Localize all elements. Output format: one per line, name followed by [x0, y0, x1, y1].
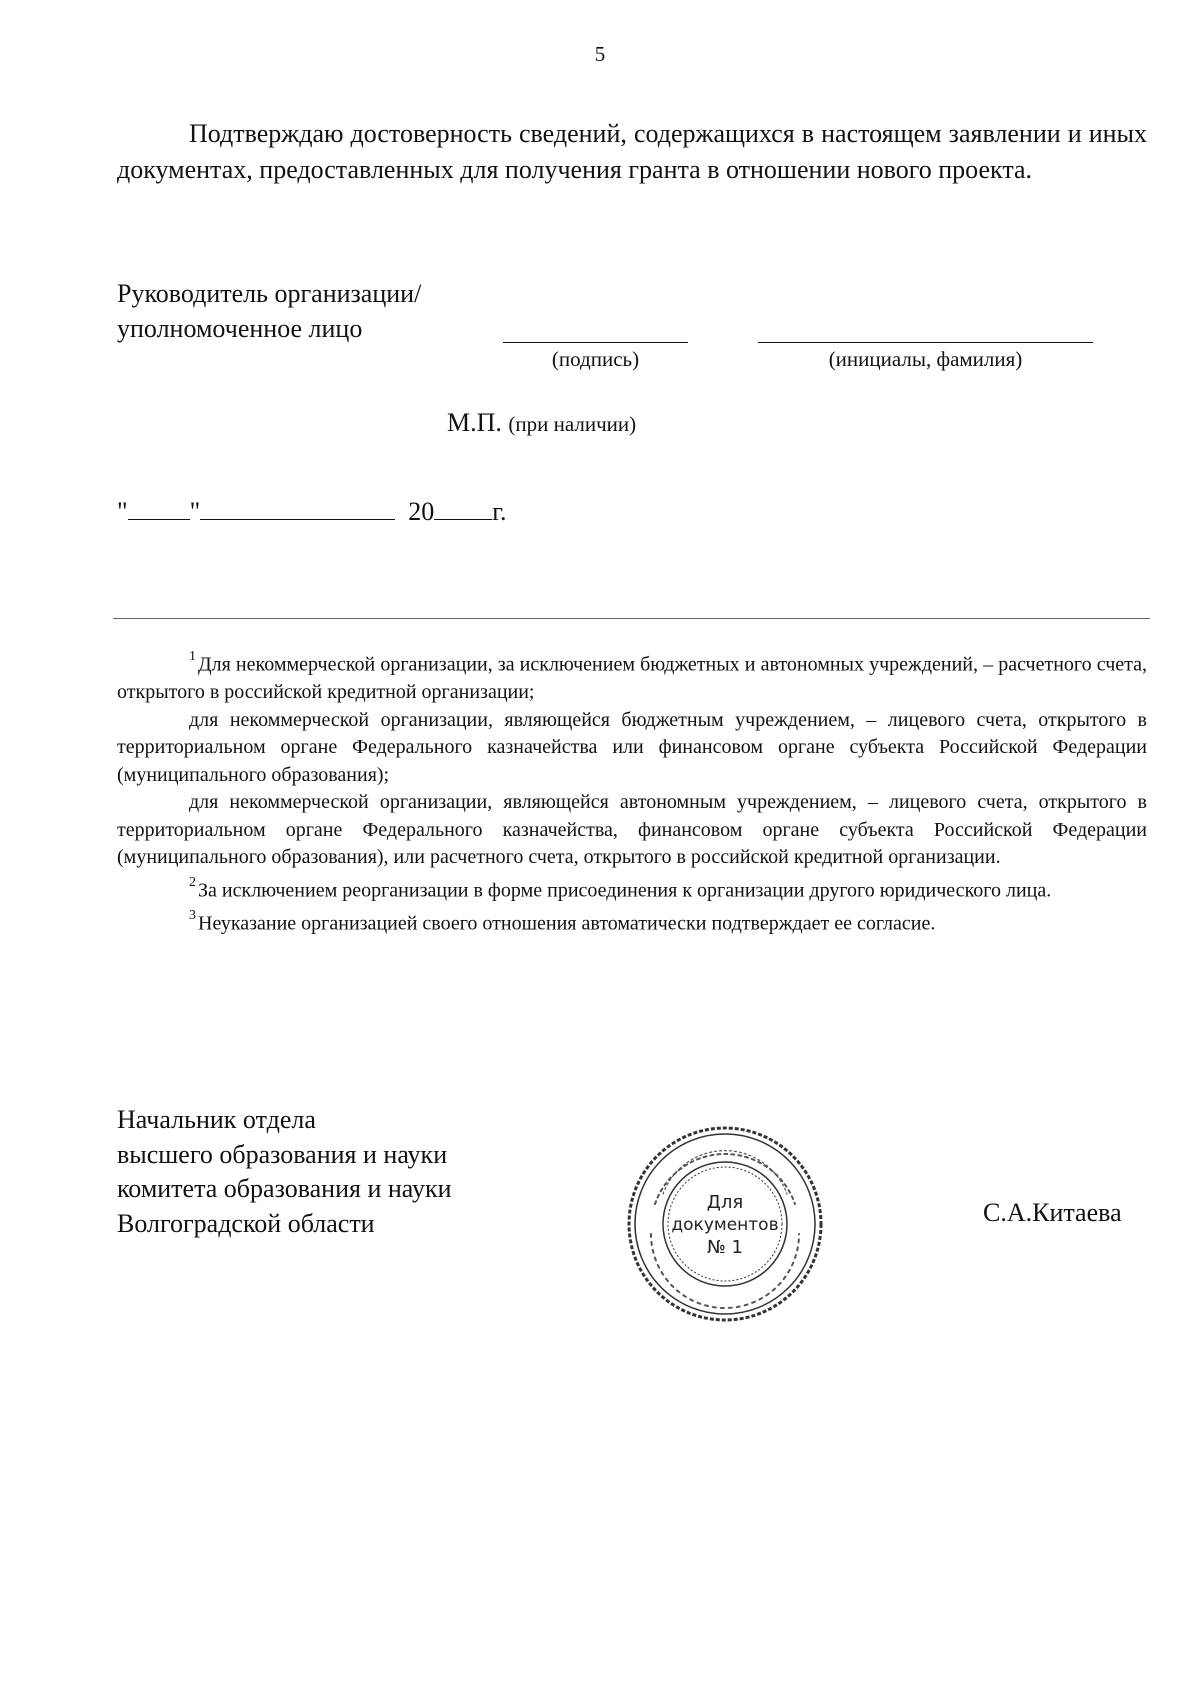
chief-title-line1: Начальник отдела — [117, 1105, 316, 1134]
seal-center-line1: Для — [706, 1192, 744, 1213]
footnote-text: для некоммерческой организации, являющейся бюджетным учреждением, – лицевого счета, открытого в территориальном органе Федерального казначейства или финансовом органе субъекта Российской Федерации (муниципального образования); — [117, 708, 1147, 786]
footnote-2 — [117, 872, 1147, 905]
footnote-1-continuation-b — [117, 789, 1147, 872]
day-blank — [128, 497, 190, 520]
page-number: 5 — [594, 42, 606, 66]
footnote-text: За исключением реорганизации в форме присоединения к организации другого юридического лица. — [198, 879, 1052, 902]
footnote-3 — [117, 905, 1147, 938]
footnote-text: Неуказание организацией своего отношения автоматически подтверждает ее согласие. — [198, 912, 936, 935]
footnote-1-continuation-a — [117, 707, 1147, 790]
name-caption: (инициалы, фамилия) — [828, 347, 1023, 371]
stamp-place-note: (при наличии) — [508, 412, 637, 436]
signature-caption: (подпись) — [551, 347, 640, 371]
chief-title-line4: Волгоградской области — [117, 1208, 375, 1238]
footnotes — [117, 646, 1147, 938]
date-quote-open: " — [117, 497, 128, 526]
year-blank — [434, 497, 492, 520]
footnote-1 — [117, 646, 1147, 707]
seal-center-line2: документов — [671, 1215, 779, 1235]
signatory-title — [117, 276, 421, 346]
date-quote-close: " — [189, 497, 201, 526]
confirmation-paragraph: Подтверждаю достоверность сведений, содержащихся в настоящем заявлении и иных документах, предоставленных для получения гранта в отношении нового проекта. — [117, 119, 1147, 184]
signatory-title-line2: уполномоченное лицо — [117, 314, 363, 343]
footnote-marker: 3 — [189, 907, 196, 923]
stamp-place-label: М.П. — [447, 408, 502, 437]
chief-title — [117, 1103, 452, 1241]
footnote-marker: 1 — [189, 649, 196, 664]
footnote-text: для некоммерческой организации, являющейся автономным учреждением, – лицевого счета, открытого в территориальном органе Федерального казначейства, финансовом органе субъекта Российской Федерации (муниципального образования), или расчетного счета, открытого в российской кредитной организации. — [117, 791, 1147, 869]
year-suffix: г. — [492, 497, 507, 526]
year-prefix: 20 — [408, 497, 435, 526]
signature-line — [503, 342, 688, 343]
footnote-divider — [113, 618, 1150, 619]
date-field — [117, 497, 506, 527]
seal-center-line3: № 1 — [707, 1237, 743, 1258]
footnote-marker: 2 — [189, 874, 196, 890]
month-blank — [200, 497, 395, 520]
chief-name: С.А.Китаева — [983, 1198, 1122, 1227]
chief-title-line3: комитета образования и науки — [117, 1174, 452, 1203]
footnote-text: Для некоммерческой организации, за исключением бюджетных и автономных учреждений, – расчетного счета, открытого в российской кредитной организации; — [117, 653, 1147, 704]
name-line — [758, 342, 1093, 343]
signatory-title-line1: Руководитель организации/ — [117, 279, 422, 308]
official-seal-icon — [625, 1124, 825, 1324]
stamp-place — [447, 408, 636, 438]
chief-title-line2: высшего образования и науки — [117, 1139, 448, 1169]
